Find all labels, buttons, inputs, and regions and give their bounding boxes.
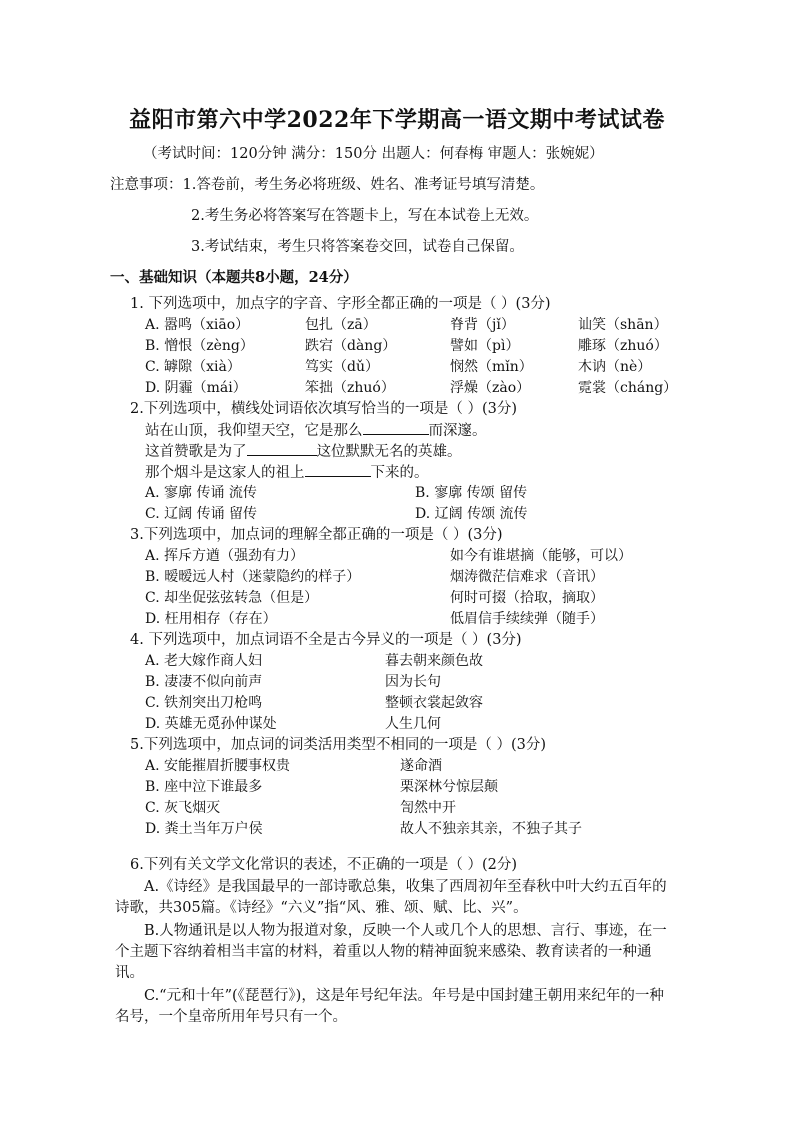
q1-option-c-2: 笃实（dǔ） — [305, 359, 379, 375]
q4-option-b: B. 凄凄不似向前声 — [145, 674, 263, 690]
q1-option-a-2: 包扎（zā） — [305, 317, 377, 333]
q1-option-c-3: 悯然（mǐn） — [450, 359, 533, 375]
q1-option-a-4: 讪笑（shān） — [578, 317, 668, 333]
q2-sentence-3-start: 那个烟斗是这家人的祖上 — [145, 465, 305, 481]
q5-option-b-2: 栗深林兮惊层颠 — [400, 779, 498, 795]
q4-option-a-2: 暮去朝来颜色故 — [385, 653, 483, 669]
q2-sentence-1-start: 站在山顶，我仰望天空，它是那么 — [145, 423, 363, 439]
q4-option-b-2: 因为长句 — [385, 674, 441, 690]
q2-option-c: C. 辽阔 传诵 留传 — [145, 506, 258, 522]
notes-label: 注意事项： — [110, 177, 183, 193]
q4-option-a: A. 老大嫁作商人妇 — [145, 653, 263, 669]
q5-option-c-2: 訇然中开 — [400, 800, 456, 816]
q1-option-c: C. 罅隙（xià） — [145, 359, 241, 375]
q1-option-d-2: 笨拙（zhuó） — [305, 380, 395, 396]
q2-blank-3 — [305, 462, 371, 477]
q3-option-b-2: 烟涛微茫信难求（音讯） — [450, 569, 604, 585]
q2-blank-1 — [363, 420, 429, 435]
q2-sentence-3 — [145, 462, 429, 483]
q1-option-a: A. 嚣鸣（xiāo） — [145, 317, 250, 333]
exam-info: （考试时间：120分钟 满分：150分 出题人：何春梅 审题人：张婉妮） — [143, 146, 604, 162]
q4-option-c: C. 铁剂突出刀枪鸣 — [145, 695, 263, 711]
q1-option-b-4: 雕琢（zhuó） — [578, 338, 668, 354]
q3-option-a: A. 挥斥方遒（强劲有力） — [145, 548, 305, 564]
q3-stem: 3.下列选项中，加点词的理解全都正确的一项是（ ）(3分) — [130, 527, 503, 543]
q2-option-a: A. 寥廓 传诵 流传 — [145, 485, 257, 501]
q6-option-b: B.人物通讯是以人物为报道对象，反映一个人或几个人的思想、言行、事迹，在一个主题下容纳着相当丰富的材料，着重以人物的精神面貌来感染、教育读者的一种通讯。 — [115, 923, 667, 981]
q2-blank-2 — [247, 441, 317, 456]
q2-sentence-2 — [145, 441, 462, 462]
q4-option-c-2: 整顿衣裳起敛容 — [385, 695, 483, 711]
q4-option-d: D. 英雄无觅孙仲谋处 — [145, 716, 277, 732]
q2-sentence-1-end: 而深邃。 — [428, 423, 487, 439]
q5-option-c: C. 灰飞烟灭 — [145, 800, 221, 816]
q6-stem: 6.下列有关文学文化常识的表述，不正确的一项是（ ）(2分) — [130, 857, 517, 873]
q3-option-c-2: 何时可掇（拾取，摘取） — [450, 590, 604, 606]
q6-option-a: A.《诗经》是我国最早的一部诗歌总集，收集了西周初年至春秋中叶大约五百年的诗歌，共305篇。《诗经》“六义”指“风、雅、颂、赋、比、兴”。 — [115, 879, 667, 916]
q1-stem: 1. 下列选项中，加点字的字音、字形全都正确的一项是（ ）(3分) — [130, 296, 551, 312]
q3-option-d-2: 低眉信手续续弹（随手） — [450, 611, 604, 627]
q2-sentence-2-end: 这位默默无名的英雄。 — [316, 444, 462, 460]
q5-option-b: B. 座中泣下谁最多 — [145, 779, 263, 795]
q1-option-d: D. 阴霾（mái） — [145, 380, 247, 396]
notes-item-2: 2.考生务必将答案写在答题卡上，写在本试卷上无效。 — [191, 208, 539, 224]
q5-stem: 5.下列选项中，加点词的词类活用类型不相同的一项是（ ）(3分) — [130, 737, 546, 753]
q3-option-d: D. 枉用相存（存在） — [145, 611, 277, 627]
q5-option-d: D. 粪土当年万户侯 — [145, 821, 263, 837]
q5-option-d-2: 故人不独亲其亲，不独子其子 — [400, 821, 582, 837]
q2-stem: 2.下列选项中，横线处词语依次填写恰当的一项是（ ）(3分) — [130, 401, 517, 417]
q2-sentence-1 — [145, 420, 487, 441]
q2-sentence-3-end: 下来的。 — [370, 465, 429, 481]
q3-option-c: C. 却坐促弦弦转急（但是） — [145, 590, 319, 606]
section-heading: 一、基础知识（本题共8小题，24分） — [110, 269, 358, 286]
q1-option-b: B. 憎恨（zèng） — [145, 338, 254, 354]
q2-option-d: D. 辽阔 传颂 流传 — [415, 506, 528, 522]
q1-option-d-3: 浮燥（zào） — [450, 380, 531, 396]
q2-option-b: B. 寥廓 传颂 留传 — [415, 485, 528, 501]
q6-option-c: C.“元和十年”(《琵琶行》)，这是年号纪年法。年号是中国封建王朝用来纪年的一种名号，一个皇帝所用年号只有一个。 — [115, 988, 664, 1025]
q1-option-d-4: 霓裳（cháng） — [578, 380, 678, 396]
q1-option-b-3: 譬如（pì） — [450, 338, 520, 354]
q5-option-a: A. 安能摧眉折腰事权贵 — [145, 758, 291, 774]
q5-option-a-2: 遂命酒 — [400, 758, 442, 774]
notes-item-1: 1.答卷前，考生务必将班级、姓名、准考证号填写清楚。 — [182, 177, 545, 193]
notes-item-3: 3.考试结束，考生只将答案卷交回，试卷自己保留。 — [191, 239, 524, 255]
q4-stem: 4. 下列选项中，加点词语不全是古今异义的一项是（ ）(3分) — [130, 632, 522, 648]
q2-sentence-2-start: 这首赞歌是为了 — [145, 444, 247, 460]
notes-line-1 — [110, 175, 544, 195]
exam-title: 益阳市第六中学2022年下学期高一语文期中考试试卷 — [129, 107, 665, 133]
q1-option-b-2: 跌宕（dàng） — [305, 338, 397, 354]
q3-option-a-2: 如今有谁堪摘（能够，可以） — [450, 548, 632, 564]
q3-option-b: B. 暧暧远人村（迷蒙隐约的样子） — [145, 569, 361, 585]
q4-option-d-2: 人生几何 — [385, 716, 441, 732]
q1-option-a-3: 脊背（jǐ） — [450, 317, 515, 333]
q1-option-c-4: 木讷（nè） — [578, 359, 652, 375]
